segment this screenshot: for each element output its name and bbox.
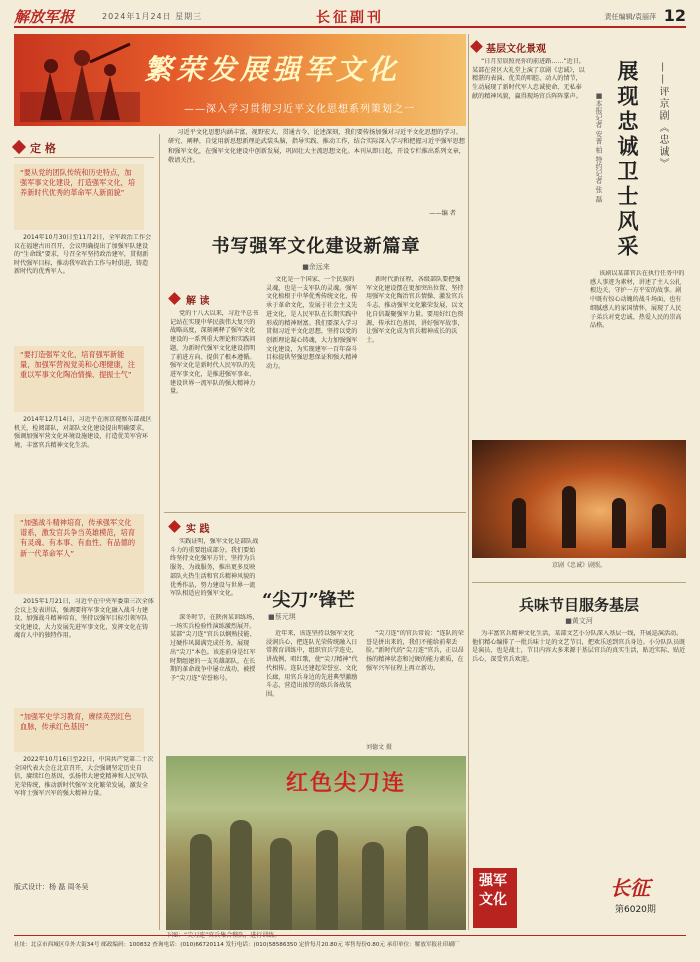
article-paragraph: 深冬时节，在陕南某训练场，一场实兵检验性演练激烈展开。某部“尖刀连”官兵以娴熟技能、过硬作风圆满完成任务，展现出“尖刀”本色。该连前身是红军时期组建的一支英雄部队，在长期的革命战争中屡立战功，被授予“尖刀连”荣誉称号。 (170, 614, 259, 682)
article-byline: ■黄文河 (565, 617, 593, 625)
performer-figure (652, 504, 666, 548)
soldier-figure (190, 834, 212, 930)
strong-army-culture-badge (473, 868, 517, 928)
photo-caption: 下图：“尖刀连”官兵集合整队，进行训练。 (166, 932, 281, 939)
review-byline: ■本报记者 安普 柏 特约记者 张 磊 (595, 92, 603, 203)
section-divider (164, 512, 466, 513)
subsection-jiedu: 解 读 (170, 292, 209, 307)
soldiers-illustration (20, 42, 140, 122)
article-paragraph: 新时代新征程，各级部队要把强军文化建设摆在更加突出位置，坚持用强军文化陶冶官兵情操、激发官兵斗志，推动强军文化繁荣发展，以文化自信凝聚强军力量。要用好红色资源，传承红色基因，讲好强军故事，让强军文化成为官兵精神成长的沃土。 (366, 276, 464, 344)
badge-line: 文化 (479, 892, 507, 908)
section-divider (472, 582, 686, 583)
newspaper-logo: 解放军报 (14, 8, 75, 26)
quote-box: “加强战斗精神培育，传承强军文化谱系，激发官兵争当英雄模范，培育有灵魂、有本事、有血性、有品德的新一代革命军人” (14, 514, 144, 594)
article-paragraph: 党的十八大以来，习近平总书记站在实现中华民族伟大复兴的战略高度，深刻阐释了强军文化建设的一系列重大理论和实践问题，为新时代强军文化建设指明了前进方向、提供了根本遵循。强军文化是新时代人民军队的先进军事文化，是推进强军事业、建设世界一流军队的强大精神力量。 (170, 310, 259, 396)
left-paragraph: 2014年10月30日至11月2日，全军政治工作会议在福建古田召开，会议明确提出了加强军队建设的“生命线”要求，号召全军坚持政治建军，贯彻新时代强军目标，推动我军政治工作与时俱进，铸造新时代的优秀军人。 (14, 234, 152, 276)
article-title: “尖刀”锋芒 (262, 590, 355, 611)
soldier-figure (270, 838, 292, 930)
article-paragraph: 该剧以某部官兵在执行任务中的感人事迹为素材，讲述了主人公扎根边关、守护一方平安的故事。剧中既有惊心动魄的战斗场面，也有细腻感人的家国情怀，展现了人民子弟兵对党忠诚、热爱人民的崇高品格。 (590, 270, 685, 330)
responsible-editor: 责任编辑/袁丽萍 (604, 13, 656, 21)
column-divider (159, 134, 160, 930)
article-title: 书写强军文化建设新篇章 (211, 236, 421, 257)
photo-sign-text: 红色尖刀连 (286, 770, 407, 796)
performer-figure (512, 498, 526, 548)
opera-stage-photo (472, 440, 686, 558)
article-paragraph: 近年来，该连坚持以强军文化浸润兵心，把连队光荣传统融入日常教育训练中，组织官兵学连史、讲战例、唱红歌，使“尖刀精神”代代相传。连队还建起荣誉室、文化长廊，用官兵身边的先进典型激励斗志，营造出浓厚的练兵备战氛围。 (266, 630, 358, 698)
layout-credit: 版式设计：杨 磊 周冬吴 (14, 883, 89, 891)
subsection-shijian: 实 践 (170, 520, 209, 535)
soldier-figure (406, 826, 428, 930)
review-title: 展现忠诚卫士风采 (615, 60, 640, 260)
article-paragraph: 实践证明，强军文化是部队战斗力的重要组成部分。我们要始终坚持文化强军方针，坚持为兵服务、为战服务，推出更多反映部队火热生活和官兵精神风貌的优秀作品，努力建设与世界一流军队相适应的强军文化。 (170, 538, 259, 598)
badge-line: 强军 (479, 873, 507, 889)
quote-box: “加强军史学习教育，赓续英烈红色血脉，传承红色基因” (14, 708, 144, 752)
section-name: 长征副刊 (316, 10, 384, 26)
left-paragraph: 2015年1月21日，习近平在中央军委第三次全体会议上发表讲话，强调要将军事文化融入战斗力建设，加强战斗精神培育，坚持以强军目标引领军队文化建设，大力发展先进军事文化，发挥文化在铸魂育人中的独特作用。 (14, 598, 154, 640)
soldier-figure (316, 830, 338, 930)
article-paragraph: 为丰富官兵精神文化生活，某部文艺小分队深入基层一线，开展巡演活动。他们精心编排了一批兵味十足的文艺节目，把欢乐送到官兵身边。小分队队员既是演员，也是战士，节目内容大多来源于基层官兵的真实生活，贴近实际、贴近兵心，深受官兵欢迎。 (472, 630, 686, 664)
soldier-figure (230, 820, 252, 930)
article-byline: ■蔡元琪 (268, 613, 296, 621)
section-title-dingge: 定 格 (14, 140, 154, 158)
performer-figure (612, 498, 626, 548)
left-paragraph: 2014年12月14日，习近平在南京视察东部战区机关，检阅部队，对部队文化建设提出明确要求，强调加强军营文化环境设施建设，打造优美军营环境，丰富官兵精神文化生活。 (14, 416, 152, 449)
left-column-header (14, 140, 154, 158)
review-subtitle: ——评京剧《忠诚》 (657, 62, 668, 170)
section-title-jiceng: 基层文化景观 (472, 40, 546, 55)
stage-caption: 京剧《忠诚》剧照。 (551, 562, 606, 569)
issue-date: 2024年1月24日 星期三 (102, 12, 203, 21)
soldier-figure (362, 842, 384, 930)
intro-signature: ——编 者 (429, 209, 456, 217)
article-title: 兵味节目服务基层 (518, 596, 639, 614)
banner-subtitle: ——深入学习贯彻习近平文化思想系列策划之一 (184, 104, 415, 115)
editor-intro (168, 128, 466, 222)
issue-number: 第6020期 (615, 905, 656, 915)
page-number: 12 (663, 6, 686, 25)
column-divider (468, 34, 469, 930)
article-paragraph: “日月星辰照亮你的前进路……”近日，某部在营区大礼堂上演了京剧《忠诚》，以精湛的表演、优美的唱腔、动人的情节，生动展现了新时代军人忠诚使命、无私奉献的精神风貌，赢得现场官兵阵阵掌声。 (472, 58, 585, 100)
performer-figure (562, 486, 576, 548)
training-photo (166, 756, 466, 930)
quote-box: “要从党的团队传统和历史特点，加强军事文化建设，打造强军文化，培养新时代优秀的革命军人新面貌” (14, 164, 144, 230)
banner-title: 繁荣发展强军文化 (144, 53, 401, 86)
page-header (14, 6, 686, 28)
quote-box: “要打造强军文化，培育强军新能量，加强军营视觉美和心理健康，注重以军事文化陶冶情操、提振士气” (14, 346, 144, 412)
article-paragraph: 文化是一个国家、一个民族的灵魂，也是一支军队的灵魂。强军文化植根于中华优秀传统文化，传承于革命文化，发展于社会主义先进文化，是人民军队在长期实践中形成的精神财富。我们要深入学习贯彻习近平文化思想，坚持以党的创新理论凝心铸魂，大力加强强军文化建设，为实现建军一百年奋斗目标提供坚强思想保证和强大精神动力。 (266, 276, 358, 371)
supplement-logo: 长征 (610, 876, 650, 900)
article-byline: ■余远来 (302, 263, 330, 271)
feature-banner (14, 34, 466, 126)
intro-text: 习近平文化思想内涵丰富、视野宏大、贯通古今、论述深刻，我们要传扬加强对习近平文化思想的学习、研究、阐释，自觉用新思想新理论武装头脑，指导实践、推动工作，结合实际深入学习和把握习近平强军思想和强军文化，在强军文化建设中创新发展，巩固壮大主流思想文化。本刊从即日起，开设专栏推出系列文章，敬请关注。 (168, 129, 465, 165)
page-footer: 社址：北京市西城区阜外大街34号 邮政编码：100832 查询电话：(010)66720114 发行电话：(010)58586350 定价每月20.80元 零售每份0.80元 承印单位：解放军报社印刷厂 (14, 935, 686, 948)
article-paragraph: “尖刀连”的官兵常说：“连队的荣誉是拼出来的，我们不能给前辈丢脸。”新时代的“尖刀连”官兵，正以昂扬的精神状态和过硬的能力素质，在强军兴军征程上再立新功。 (366, 630, 464, 672)
left-paragraph: 2022年10月16日至22日，中国共产党第二十次全国代表大会在北京召开，大会强调坚定历史自信，赓续红色基因，弘扬伟大建党精神和人民军队光荣传统，推动新时代强军文化繁荣发展，激发全军将士强军兴军的强大精神力量。 (14, 756, 154, 798)
photo-credit: 刘德文 摄 (366, 744, 392, 751)
